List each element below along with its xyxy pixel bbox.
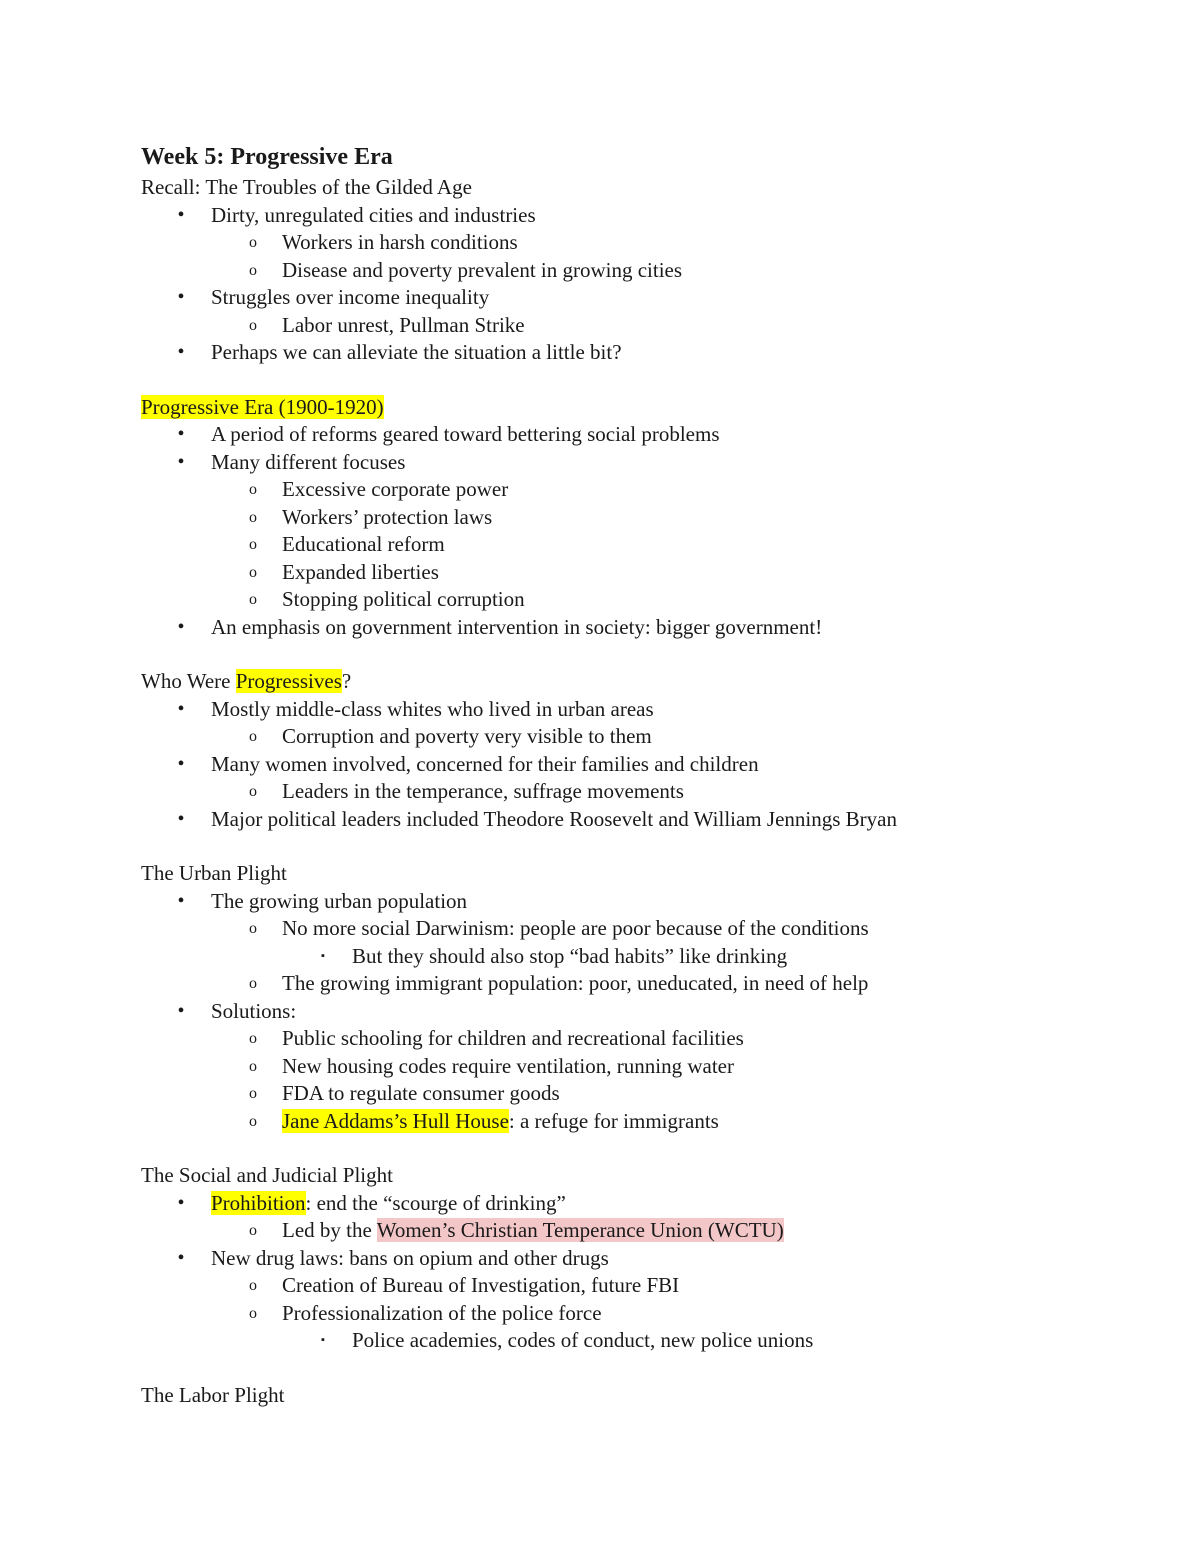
list-item: • Solutions: — [141, 998, 1101, 1026]
sub-marker: o — [249, 563, 257, 581]
list-item: o Stopping political corruption — [141, 586, 1101, 614]
highlighted-text: Women’s Christian Temperance Union (WCTU) — [376, 1218, 784, 1242]
list-item: o Disease and poverty prevalent in growing cities — [141, 257, 1101, 285]
sub-marker: o — [249, 234, 257, 251]
list-item: • New drug laws: bans on opium and other drugs — [141, 1245, 1101, 1273]
list-item: • The growing urban population — [141, 888, 1101, 916]
bullet-marker: • — [177, 1191, 185, 1214]
bullet-marker: • — [177, 889, 185, 912]
list-item: o Workers in harsh conditions — [141, 229, 1101, 257]
spacer — [141, 641, 1101, 668]
list-item: o Led by the Women’s Christian Temperance Union (WCTU) — [141, 1217, 1101, 1245]
list-item: • Mostly middle-class whites who lived in urban areas — [141, 696, 1101, 724]
list-item: • Struggles over income inequality — [141, 284, 1101, 312]
sub-marker: o — [249, 481, 257, 498]
bullet-marker: • — [177, 341, 185, 363]
highlighted-text: Prohibition — [211, 1190, 306, 1215]
bullet-marker: • — [177, 286, 185, 308]
list-item: • Dirty, unregulated cities and industries — [141, 202, 1101, 230]
spacer — [141, 1135, 1101, 1162]
list-item: o No more social Darwinism: people are poor because of the conditions — [141, 915, 1101, 943]
list-item: o Leaders in the temperance, suffrage movements — [141, 778, 1101, 806]
list-item: • Many different focuses — [141, 449, 1101, 477]
list-item: o Corruption and poverty very visible to them — [141, 723, 1101, 751]
bullet-marker: • — [177, 752, 185, 775]
bullet-marker: • — [177, 999, 185, 1022]
document-page — [141, 140, 1101, 1409]
spacer — [141, 833, 1101, 860]
highlighted-text: Progressive Era (1900-1920) — [141, 394, 384, 419]
sub-marker: o — [249, 1112, 257, 1130]
sub-marker: o — [249, 591, 257, 608]
sub-marker: o — [249, 1057, 257, 1075]
section-heading-progressive-era — [141, 394, 1101, 422]
list-item: o Public schooling for children and recreational facilities — [141, 1025, 1101, 1053]
sub-marker: o — [249, 508, 257, 526]
list-item: o Educational reform — [141, 531, 1101, 559]
list-item: ▪ Police academies, codes of conduct, new police unions — [141, 1327, 1101, 1355]
square-marker: ▪ — [321, 949, 325, 962]
section-heading-social-judicial-plight: The Social and Judicial Plight — [141, 1163, 393, 1187]
list-item: o Expanded liberties — [141, 559, 1101, 587]
page-title: Week 5: Progressive Era — [141, 144, 393, 170]
list-item: • Perhaps we can alleviate the situation a little bit? — [141, 339, 1101, 367]
bullet-marker: • — [177, 615, 185, 638]
section-heading-urban-plight: The Urban Plight — [141, 861, 287, 885]
sub-marker: o — [249, 1277, 257, 1294]
sub-marker: o — [249, 1222, 257, 1239]
section-heading-who-were-progressives: Who Were Progressives? — [141, 669, 352, 693]
bullet-marker: • — [177, 423, 185, 445]
spacer — [141, 367, 1101, 394]
list-item: o The growing immigrant population: poor, uneducated, in need of help — [141, 970, 1101, 998]
list-item: o FDA to regulate consumer goods — [141, 1080, 1101, 1108]
bullet-marker: • — [177, 697, 185, 720]
sub-marker: o — [249, 920, 257, 937]
bullet-marker: • — [177, 450, 185, 473]
list-item: • Major political leaders included Theodore Roosevelt and William Jennings Bryan — [141, 806, 1101, 834]
sub-marker: o — [249, 783, 257, 800]
list-item: o Excessive corporate power — [141, 476, 1101, 504]
highlighted-text: Progressives — [235, 669, 342, 693]
sub-marker: o — [249, 316, 257, 334]
list-item: o New housing codes require ventilation, running water — [141, 1053, 1101, 1081]
list-item: • Many women involved, concerned for their families and children — [141, 751, 1101, 779]
sub-marker: o — [249, 728, 257, 745]
list-item: o Creation of Bureau of Investigation, future FBI — [141, 1272, 1101, 1300]
highlighted-text: Jane Addams’s Hull House — [282, 1108, 509, 1133]
spacer — [141, 1355, 1101, 1382]
list-item: • Prohibition: end the “scourge of drinking” — [141, 1190, 1101, 1218]
sub-marker: o — [249, 536, 257, 553]
list-item: o Labor unrest, Pullman Strike — [141, 312, 1101, 340]
sub-marker: o — [249, 1030, 257, 1047]
sub-marker: o — [249, 261, 257, 279]
square-marker: ▪ — [321, 1334, 325, 1346]
list-item: • A period of reforms geared toward bettering social problems — [141, 421, 1101, 449]
sub-marker: o — [249, 1085, 257, 1102]
list-item: • An emphasis on government intervention in society: bigger government! — [141, 614, 1101, 642]
list-item: ▪ But they should also stop “bad habits” like drinking — [141, 943, 1101, 971]
sub-marker: o — [249, 975, 257, 992]
bullet-marker: • — [177, 1246, 185, 1269]
bullet-marker: • — [177, 807, 185, 830]
section-heading-recall: Recall: The Troubles of the Gilded Age — [141, 175, 472, 199]
list-item: o Professionalization of the police force — [141, 1300, 1101, 1328]
bullet-marker: • — [177, 203, 185, 226]
list-item: o Jane Addams’s Hull House: a refuge for immigrants — [141, 1108, 1101, 1136]
sub-marker: o — [249, 1304, 257, 1322]
list-item: o Workers’ protection laws — [141, 504, 1101, 532]
section-heading-labor-plight: The Labor Plight — [141, 1382, 285, 1407]
